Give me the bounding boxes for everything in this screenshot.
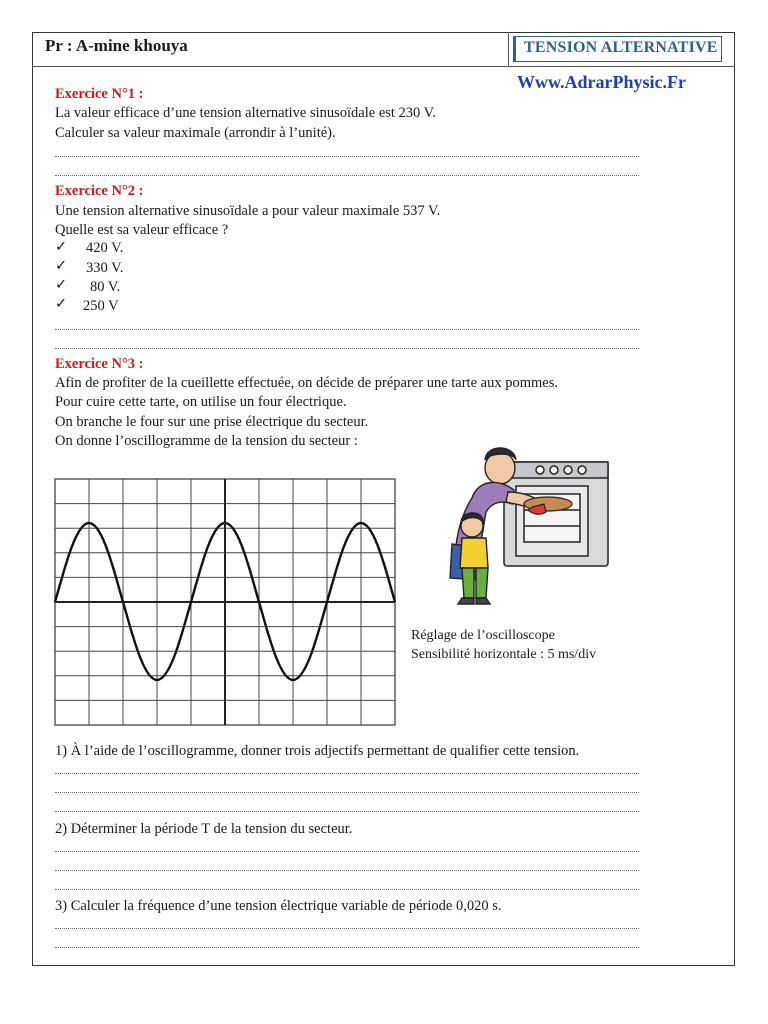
- exercise-3-line-3: On branche le four sur une prise électrique du secteur.: [55, 414, 369, 430]
- checkmark-icon: ✓: [55, 258, 68, 274]
- answer-line: [55, 792, 639, 794]
- exercise-3-line-1: Afin de profiter de la cueillette effectuée, on décide de préparer une tarte aux pommes.: [55, 375, 558, 391]
- answer-line: [55, 947, 639, 949]
- option-420: 420 V.: [86, 240, 124, 256]
- header-separator: [508, 32, 509, 66]
- answer-line: [55, 175, 639, 177]
- exercise-2-line-2: Quelle est sa valeur efficace ?: [55, 222, 229, 238]
- oscilloscope-settings-title: Réglage de l’oscilloscope: [411, 628, 555, 643]
- answer-line: [55, 870, 639, 872]
- oven-illustration: [428, 440, 613, 608]
- exercise-2-title: Exercice N°2 :: [55, 183, 144, 199]
- header-divider: [32, 66, 735, 67]
- exercise-3-title: Exercice N°3 :: [55, 356, 144, 372]
- question-3: 3) Calculer la fréquence d’une tension électrique variable de période 0,020 s.: [55, 898, 502, 914]
- author-name: Pr : A-mine khouya: [45, 36, 188, 55]
- oven: [504, 462, 608, 566]
- option-80: 80 V.: [90, 279, 121, 295]
- oscillogram-axes: [55, 479, 395, 725]
- document-title-box: [513, 36, 722, 62]
- horizontal-sensitivity: Sensibilité horizontale : 5 ms/div: [411, 647, 597, 662]
- answer-line: [55, 851, 639, 853]
- answer-line: [55, 348, 639, 350]
- checkmark-icon: ✓: [55, 277, 68, 293]
- exercise-1-line-2: Calculer sa valeur maximale (arrondir à l’unité).: [55, 125, 336, 141]
- website-link[interactable]: Www.AdrarPhysic.Fr: [517, 72, 686, 92]
- document-title: TENSION ALTERNATIVE: [524, 39, 718, 56]
- exercise-2-line-1: Une tension alternative sinusoïdale a pour valeur maximale 537 V.: [55, 203, 441, 219]
- exercise-1-line-1: La valeur efficace d’une tension alternative sinusoïdale est 230 V.: [55, 105, 436, 121]
- question-2: 2) Déterminer la période T de la tension du secteur.: [55, 821, 353, 837]
- exercise-1-title: Exercice N°1 :: [55, 86, 144, 102]
- checkmark-icon: ✓: [55, 296, 68, 312]
- answer-line: [55, 889, 639, 891]
- checkmark-icon: ✓: [55, 239, 68, 255]
- option-250: 250 V: [83, 298, 119, 314]
- answer-line: [55, 811, 639, 813]
- answer-line: [55, 928, 639, 930]
- answer-line: [55, 156, 639, 158]
- question-1: 1) À l’aide de l’oscillogramme, donner trois adjectifs permettant de qualifier cette tension.: [55, 743, 580, 759]
- child-figure: [458, 513, 490, 604]
- exercise-3-line-2: Pour cuire cette tarte, on utilise un four électrique.: [55, 394, 347, 410]
- answer-line: [55, 773, 639, 775]
- exercise-3-line-4: On donne l’oscillogramme de la tension du secteur :: [55, 433, 358, 449]
- option-330: 330 V.: [86, 260, 124, 276]
- oscillogram: [50, 475, 400, 730]
- answer-line: [55, 329, 639, 331]
